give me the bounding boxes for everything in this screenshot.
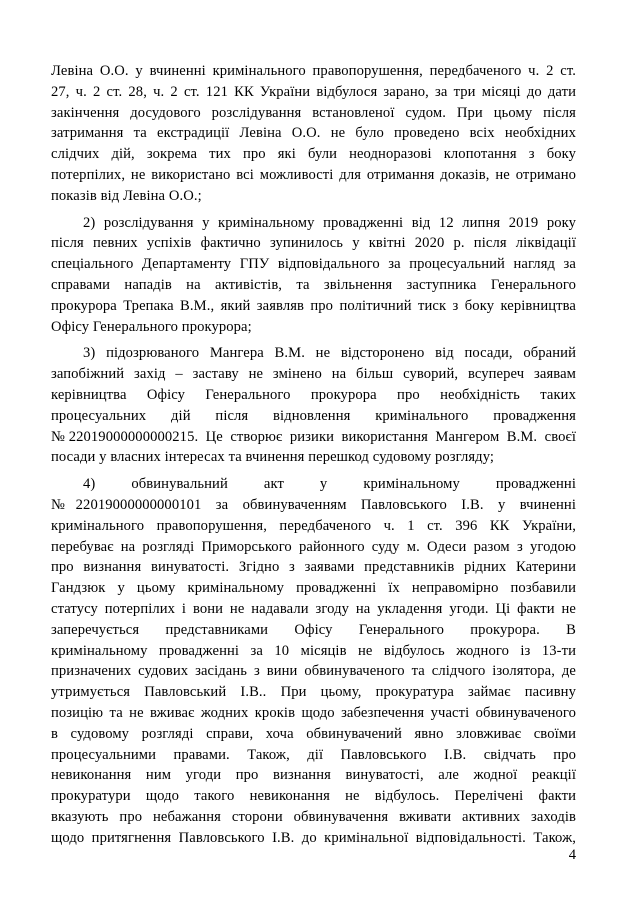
text-line: кримінальному провадженні за 10 місяців не відбулось жодного із 13-ти — [51, 642, 576, 659]
text-line: після певних успіхів фактично зупинилось у квітні 2020 р. після ліквідації — [51, 235, 576, 252]
text-line: керівництва Офісу Генерального прокурора про необхідність таких — [51, 386, 576, 403]
text-line: прокурора Трепака В.М., який заявляв про політичний тиск з боку керівництва — [51, 297, 576, 314]
text-line: щодо притягнення Павловського І.В. до кримінальної відповідальності. Також, — [51, 829, 576, 846]
text-line: справами нападів на активістів, та звільнення заступника Генерального — [51, 276, 576, 293]
text-line: прокуратури щодо такого невиконання не відбулось. Перелічені факти — [51, 788, 576, 805]
text-line: статусу потерпілих і вони не надавали згоду на укладення угоди. Ці факти не — [51, 600, 576, 617]
text-line: позицію та не вживає жодних кроків щодо забезпечення участі обвинуваченого — [51, 704, 576, 721]
text-line: перебуває на розгляді Приморського районного суду м. Одеси разом з угодою — [51, 538, 576, 555]
text-line: невиконання ним угоди про визнання винуватості, але жодної реакції — [51, 767, 576, 784]
paragraph-item-4 — [51, 474, 576, 848]
paragraph-continuation — [51, 61, 576, 207]
text-line: 2) розслідування у кримінальному провадженні від 12 липня 2019 року — [83, 214, 576, 231]
text-line: №22019000000000101 за обвинуваченням Павловського І.В. у вчиненні — [51, 496, 576, 513]
text-line: №22019000000000215. Це створює ризики використання Мангером В.М. своєї — [51, 428, 576, 445]
text-line: спеціального Департаменту ГПУ відповідального за процесуальний нагляд за — [51, 256, 576, 273]
page-number: 4 — [568, 847, 576, 863]
document-body — [51, 61, 576, 848]
text-line: про визнання винуватості. Згідно з заявами представників рідних Катерини — [51, 559, 576, 576]
text-line: Офісу Генерального прокурора; — [51, 318, 252, 335]
text-line: показів від Левіна О.О.; — [51, 187, 202, 204]
text-line: Левіна О.О. у вчиненні кримінального правопорушення, передбаченого ч. 2 ст. — [51, 63, 576, 79]
text-line: запобіжний захід – заставу не змінено на більш суворий, всупереч заявам — [51, 366, 576, 383]
text-line: заперечується представниками Офісу Генерального прокурора. В — [51, 621, 576, 638]
text-line: процесуальних дій після відновлення кримінального провадження — [51, 407, 576, 424]
text-line: посади у власних інтересах та вчинення перешкод судовому розгляду; — [51, 449, 495, 466]
text-line: процесуальними правами. Також, дії Павловського І.В. свідчать про — [51, 746, 576, 763]
paragraph-item-3 — [51, 343, 576, 468]
text-line: слідчих дій, зокрема тих про які були неодноразові клопотання з боку — [51, 146, 576, 163]
text-line: 4) обвинувальний акт у кримінальному провадженні — [83, 476, 576, 493]
text-line: в судовому розгляді справи, хоча обвинувачений явно зловживає своїми — [51, 725, 576, 742]
text-line: вказують про небажання сторони обвинувачення вживати активних заходів — [51, 808, 576, 825]
text-line: призначених судових засідань з вини обвинуваченого та слідчого ізолятора, де — [51, 663, 576, 680]
text-line: кримінального правопорушення, передбаченого ч. 1 ст. 396 КК України, — [51, 517, 576, 534]
text-line: 3) підозрюваного Мангера В.М. не відсторонено від посади, обраний — [83, 345, 576, 362]
text-line: утримується Павловський І.В.. При цьому, прокуратура займає пасивну — [51, 684, 576, 701]
paragraph-item-2 — [51, 213, 576, 338]
text-line: Гандзюк у цьому кримінальному провадженні їх неправомірно позбавили — [51, 580, 576, 597]
text-line: 27, ч. 2 ст. 28, ч. 2 ст. 121 КК України відбулося зарано, за три місяці до дати — [51, 83, 576, 100]
text-line: закінчення досудового розслідування встановленої судом. При цьому після — [51, 104, 576, 121]
text-line: потерпілих, не використано всі можливості для отримання доказів, не отримано — [51, 166, 576, 183]
text-line: затримання та екстрадиції Левіна О.О. не було проведено всіх необхідних — [51, 125, 576, 142]
